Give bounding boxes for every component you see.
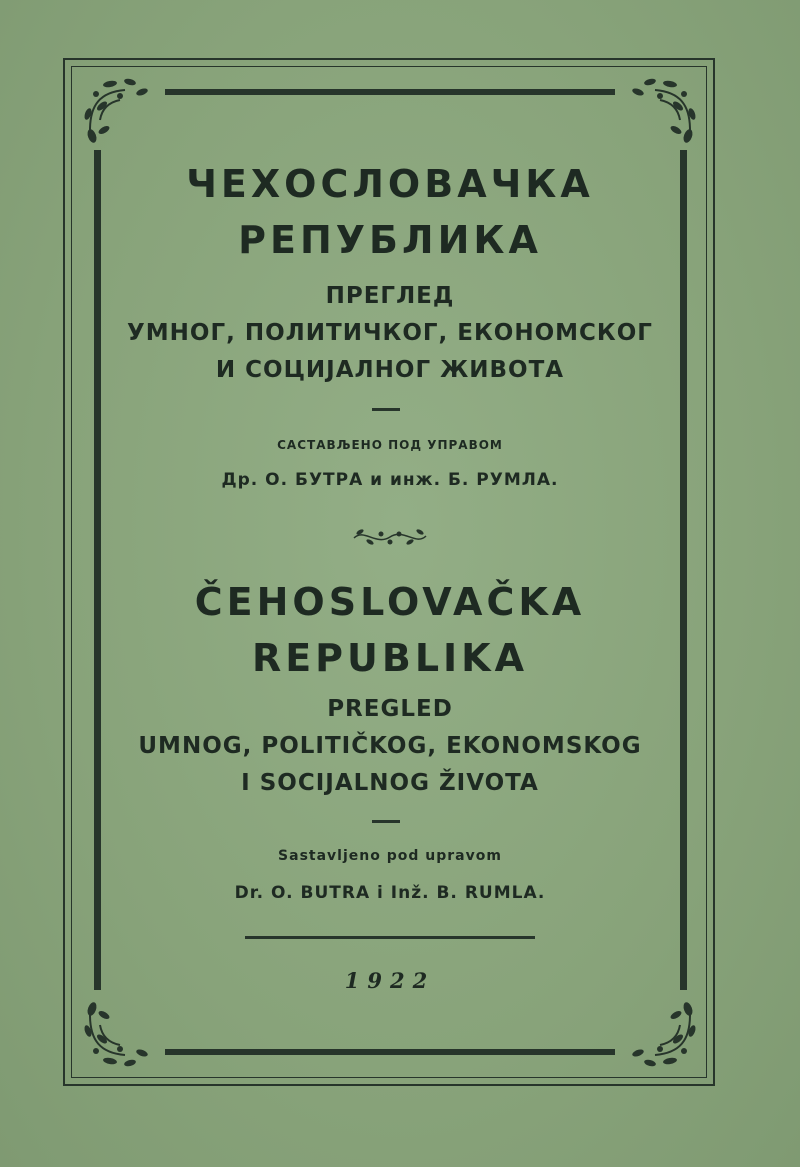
cyrillic-subtitle-line1: ПРЕГЛЕД bbox=[325, 283, 455, 309]
latin-subtitle-line2: UMNOG, POLITIČKOG, EKONOMSKOG bbox=[138, 733, 642, 759]
corner-ornament-icon bbox=[620, 70, 700, 150]
left-border-rule bbox=[94, 150, 101, 990]
separator-dash bbox=[372, 408, 400, 411]
cyrillic-subtitle-line3: И СОЦИЈАЛНОГ ЖИВОТА bbox=[215, 357, 565, 383]
latin-subtitle-line3: I SOCIJALNOG ŽIVOTA bbox=[241, 770, 539, 796]
corner-ornament-icon bbox=[620, 995, 700, 1075]
fleuron-ornament-icon bbox=[350, 524, 430, 550]
right-border-rule bbox=[680, 150, 687, 990]
corner-ornament-icon bbox=[80, 70, 160, 150]
cyrillic-subtitle-line2: УМНОГ, ПОЛИТИЧКОГ, ЕКОНОМСКОГ bbox=[127, 320, 653, 346]
separator-dash bbox=[372, 820, 400, 823]
cyrillic-title-line2: РЕПУБЛИКА bbox=[238, 218, 542, 262]
corner-ornament-icon bbox=[80, 995, 160, 1075]
latin-subtitle-line1: PREGLED bbox=[327, 696, 453, 722]
separator-rule bbox=[245, 936, 535, 939]
bottom-border-rule bbox=[165, 1049, 615, 1055]
cyrillic-authors: Др. О. БУТРА и инж. Б. РУМЛА. bbox=[221, 470, 559, 490]
latin-editor-note: Sastavljeno pod upravom bbox=[278, 848, 502, 864]
latin-authors: Dr. O. BUTRA i Inž. B. RUMLA. bbox=[234, 883, 546, 903]
publication-year: 1922 bbox=[344, 968, 436, 993]
cyrillic-editor-note: САСТАВЉЕНО ПОД УПРАВОМ bbox=[277, 438, 503, 452]
latin-title-line1: ČEHOSLOVAČKA bbox=[194, 580, 586, 624]
top-border-rule bbox=[165, 89, 615, 95]
cyrillic-title-line1: ЧЕХОСЛОВАЧКА bbox=[186, 162, 594, 206]
latin-title-line2: REPUBLIKA bbox=[251, 636, 529, 680]
